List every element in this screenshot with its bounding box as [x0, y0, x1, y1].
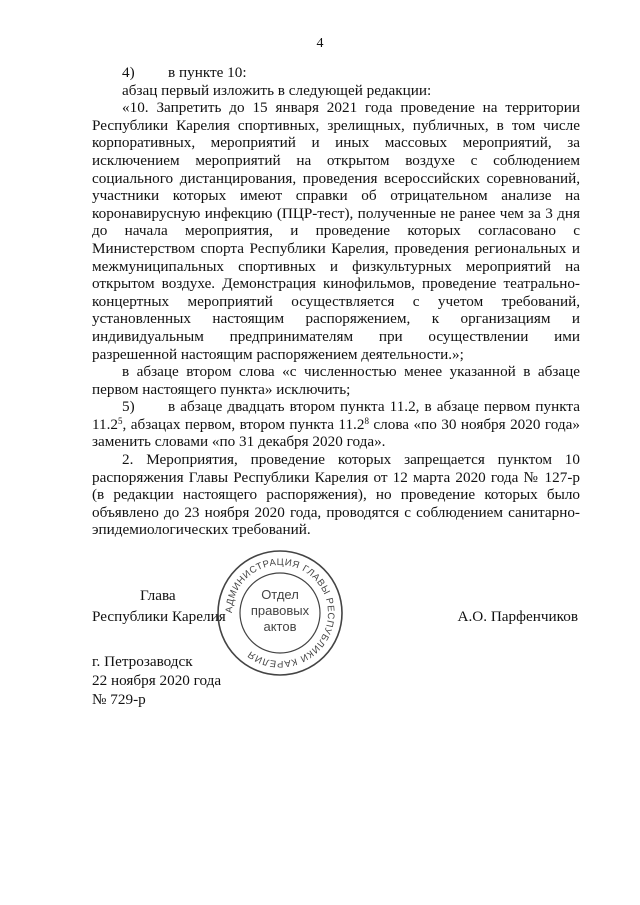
document-footer: [92, 652, 221, 709]
item-5-superscript-2: 8: [364, 415, 369, 426]
item-5: [92, 398, 580, 451]
item-4-number: 4): [122, 64, 135, 81]
item-4-text: в пункте 10:: [168, 64, 247, 81]
paragraph-second-abzac: в абзаце втором слова «с численностью менее указанной в абзаце первом настоящего пункта» исключить;: [92, 363, 580, 398]
document-body: [92, 64, 580, 539]
signatory-name: А.О. Парфенчиков: [457, 608, 578, 625]
stamp-ring-textpath: АДМИНИСТРАЦИЯ ГЛАВЫ РЕСПУБЛИКИ КАРЕЛИЯ: [223, 556, 337, 670]
item-5-text-c: слова «по 30 ноября 2020 года» заменить словами «по 31 декабря 2020 года».: [92, 415, 580, 451]
signatory-title-line2: Республики Карелия: [92, 608, 226, 625]
signatory-title: [92, 585, 226, 627]
stamp-line1: Отдел: [261, 587, 299, 602]
stamp-line2: правовых: [250, 603, 310, 618]
item-5-superscript-1: 5: [118, 415, 123, 426]
item-5-text-b: , абзацах первом, втором пункта 11.2: [122, 415, 365, 433]
page-number: 4: [316, 36, 324, 51]
item-5-number: 5): [122, 398, 135, 416]
stamp-line3: актов: [263, 619, 297, 634]
official-stamp: [216, 549, 344, 677]
paragraph-new-wording: «10. Запретить до 15 января 2021 года проведение на территории Республики Карелия спортивных, зрелищных, публичных, в том числе корпоративных, мероприятий и иных массовых мероприятий, за исключением мероприятий на открытом воздухе с соблюдением социального дистанцирования, проведения всероссийских соревнований, участники которых имеют справки об отрицательном анализе на коронавирусную инфекцию (ПЦР-тест), полученные не ранее чем за 3 дня до начала мероприятия, и проведение которых согласовано с Министерством спорта Республики Карелия, проведения региональных и межмуниципальных спортивных и физкультурных мероприятий на открытом воздухе. Демонстрация кинофильмов, проведение театрально-концертных мероприятий осуществляется с учетом требований, установленных настоящим распоряжением, к организациям и индивидуальным предпринимателям при осуществлении ими разрешенной настоящим распоряжением деятельности.»;: [92, 99, 580, 363]
paragraph-section-2: 2. Мероприятия, проведение которых запрещается пунктом 10 распоряжения Главы Республики Карелия от 12 марта 2020 года № 127-р (в редакции настоящего распоряжения), но проведение которых было объявлено до 23 ноября 2020 года, проводятся с соблюдением санитарно-эпидемиологических требований.: [92, 451, 580, 539]
item-4: [92, 64, 580, 82]
footer-date: 22 ноября 2020 года: [92, 672, 222, 689]
signatory-title-line1: Глава: [140, 587, 176, 604]
footer-number: № 729-р: [92, 691, 146, 708]
paragraph-first-abzac: абзац первый изложить в следующей редакции:: [122, 81, 432, 99]
footer-city: г. Петрозаводск: [92, 653, 193, 670]
item-5-text-a: в абзаце двадцать втором пункта 11.2, в абзаце первом пункта 11.2: [92, 398, 580, 433]
